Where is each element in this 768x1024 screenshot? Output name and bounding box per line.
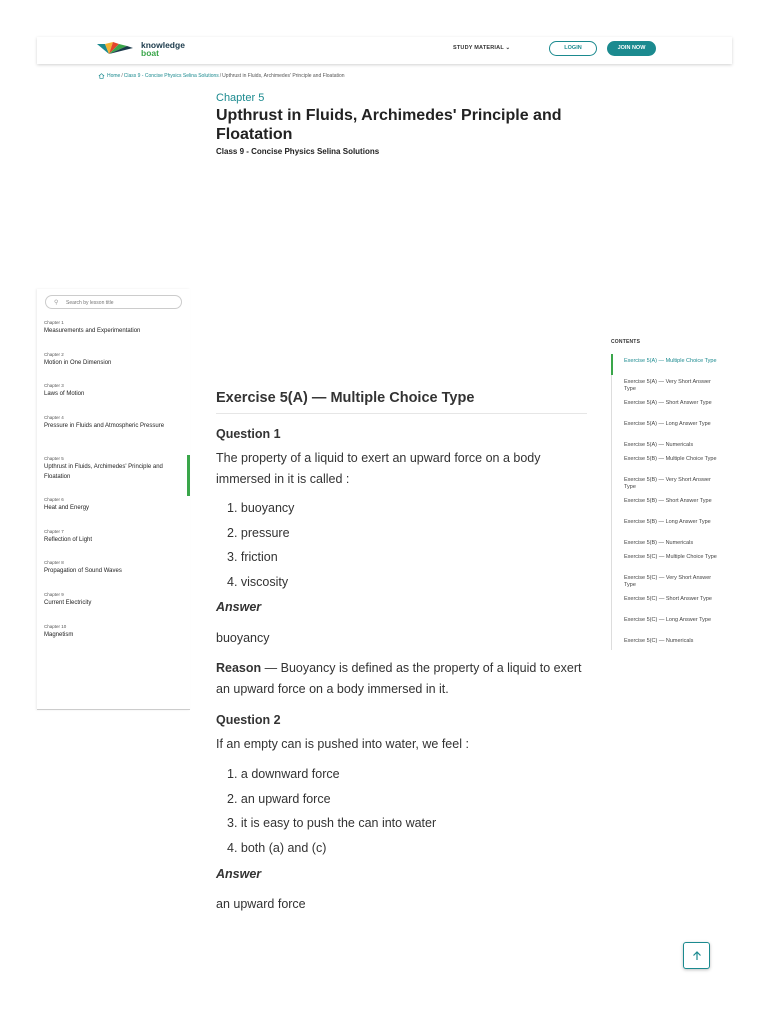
chapter-name: Pressure in Fluids and Atmospheric Pressure xyxy=(44,423,165,429)
logo-text-boat: boat xyxy=(141,48,159,58)
study-material-menu[interactable]: STUDY MATERIAL ⌄ xyxy=(453,45,511,51)
answer-text: buoyancy xyxy=(216,631,270,645)
chapter-number: Chapter 8 xyxy=(44,560,64,565)
page-subtitle: Class 9 - Concise Physics Selina Solutions xyxy=(216,147,380,156)
question-2-text: If an empty can is pushed into water, we feel : xyxy=(216,737,469,751)
toc-item[interactable]: Exercise 5(A) — Long Answer Type xyxy=(624,421,711,427)
reason-text: — Buoyancy is defined as the property of a liquid to exert an upward force on a body immersed in it. xyxy=(216,661,582,696)
chapter-name: Upthrust in Fluids, Archimedes' Principle and Floatation xyxy=(44,464,163,480)
toc-item[interactable]: Exercise 5(A) — Very Short Answer Type xyxy=(624,379,711,392)
question-1-heading: Question 1 xyxy=(216,427,281,441)
arrow-up-icon xyxy=(691,950,703,962)
chapter-name: Current Electricity xyxy=(44,600,92,606)
chapter-number: Chapter 3 xyxy=(44,383,64,388)
chapter-name: Laws of Motion xyxy=(44,391,85,397)
search-icon: ⚲ xyxy=(54,300,59,306)
chapter-number: Chapter 1 xyxy=(44,320,64,325)
knowledgeboat-logo[interactable] xyxy=(97,40,185,58)
sidebar-item-chapter-6[interactable] xyxy=(37,496,190,528)
toc-item[interactable]: Exercise 5(A) — Numericals xyxy=(624,442,694,448)
sidebar-item-chapter-7[interactable] xyxy=(37,528,190,559)
sidebar-item-chapter-9[interactable] xyxy=(37,591,190,623)
contents-title: CONTENTS xyxy=(611,339,641,345)
chapter-sidebar xyxy=(37,289,190,710)
toc-item[interactable]: Exercise 5(A) — Multiple Choice Type xyxy=(611,354,731,375)
divider xyxy=(216,413,587,414)
option: 4. both (a) and (c) xyxy=(227,840,327,855)
toc-item[interactable]: Exercise 5(A) — Short Answer Type xyxy=(624,400,712,406)
question-1-text: The property of a liquid to exert an upward force on a body immersed in it is called : xyxy=(216,451,541,486)
option: 3. friction xyxy=(227,550,278,564)
lesson-search-input[interactable] xyxy=(66,298,176,307)
chapter-number: Chapter 2 xyxy=(44,352,64,357)
chapter-name: Heat and Energy xyxy=(44,505,90,511)
chapter-number: Chapter 6 xyxy=(44,497,64,502)
breadcrumb-class[interactable]: Class 9 - Concise Physics Selina Solutions xyxy=(123,73,219,79)
page-title: Upthrust in Fluids, Archimedes' Principle and Floatation xyxy=(216,107,562,143)
table-of-contents xyxy=(611,354,731,650)
chapter-number: Chapter 5 xyxy=(44,456,64,461)
toc-item[interactable]: Exercise 5(B) — Short Answer Type xyxy=(624,498,712,504)
sidebar-item-chapter-5[interactable] xyxy=(37,455,190,496)
option: 3. it is easy to push the can into water xyxy=(227,816,437,830)
toc-item[interactable]: Exercise 5(B) — Numericals xyxy=(624,540,694,546)
breadcrumb-current: Upthrust in Fluids, Archimedes' Principle and Floatation xyxy=(222,73,345,79)
exercise-heading: Exercise 5(A) — Multiple Choice Type xyxy=(216,390,475,406)
toc-item[interactable]: Exercise 5(C) — Very Short Answer Type xyxy=(624,575,712,588)
breadcrumb-separator: / xyxy=(219,73,222,79)
toc-item[interactable]: Exercise 5(B) — Multiple Choice Type xyxy=(624,456,717,462)
chapter-number: Chapter 7 xyxy=(44,529,64,534)
sidebar-item-chapter-3[interactable] xyxy=(37,382,190,414)
question-content xyxy=(216,427,596,911)
question-2-options xyxy=(216,762,596,860)
option: 4. viscosity xyxy=(227,574,289,589)
question-1-options xyxy=(216,496,596,594)
toc-item[interactable]: Exercise 5(B) — Very Short Answer Type xyxy=(624,477,711,490)
join-now-button[interactable]: JOIN NOW xyxy=(607,41,656,56)
question-2-heading: Question 2 xyxy=(216,713,281,727)
chapter-name: Reflection of Light xyxy=(44,537,93,543)
option: 2. an upward force xyxy=(227,791,331,806)
reason-paragraph xyxy=(216,658,596,700)
toc-item[interactable]: Exercise 5(C) — Numericals xyxy=(624,638,694,644)
reason-label: Reason xyxy=(216,661,262,675)
toc-item[interactable]: Exercise 5(C) — Long Answer Type xyxy=(624,617,712,623)
sidebar-item-chapter-4[interactable] xyxy=(37,414,190,455)
sidebar-item-chapter-8[interactable] xyxy=(37,559,190,591)
chapter-label: Chapter 5 xyxy=(216,92,265,104)
breadcrumb-home[interactable]: Home xyxy=(107,73,121,79)
logo-text-knowledge: knowledge xyxy=(141,40,185,50)
sidebar-item-chapter-1[interactable] xyxy=(37,319,190,351)
sidebar-item-chapter-2[interactable] xyxy=(37,351,190,382)
option: 2. pressure xyxy=(227,525,290,540)
chapter-name: Measurements and Experimentation xyxy=(44,328,141,334)
toc-item[interactable]: Exercise 5(C) — Multiple Choice Type xyxy=(624,554,717,560)
chapter-list xyxy=(37,319,190,655)
chapter-name: Magnetism xyxy=(44,632,74,638)
toc-item[interactable]: Exercise 5(C) — Short Answer Type xyxy=(624,596,712,602)
breadcrumb-separator: / xyxy=(121,73,123,79)
toc-item[interactable]: Exercise 5(B) — Long Answer Type xyxy=(624,519,711,525)
chapter-name: Propagation of Sound Waves xyxy=(44,568,122,574)
chapter-number: Chapter 10 xyxy=(44,624,67,629)
chapter-number: Chapter 4 xyxy=(44,415,64,420)
login-button[interactable]: LOGIN xyxy=(549,41,597,56)
logo-icon xyxy=(97,40,137,58)
option: 1. a downward force xyxy=(227,767,340,781)
answer-label: Answer xyxy=(216,867,262,881)
scroll-to-top-button[interactable] xyxy=(683,942,710,969)
answer-label: Answer xyxy=(216,600,262,614)
sidebar-item-chapter-10[interactable] xyxy=(37,623,190,655)
site-header xyxy=(37,37,732,64)
breadcrumb xyxy=(98,73,345,79)
chapter-number: Chapter 9 xyxy=(44,592,64,597)
home-icon xyxy=(98,73,105,79)
chapter-name: Motion in One Dimension xyxy=(44,360,112,366)
option: 1. buoyancy xyxy=(227,501,295,515)
lesson-search-box[interactable] xyxy=(45,295,182,309)
answer-text: an upward force xyxy=(216,897,306,911)
